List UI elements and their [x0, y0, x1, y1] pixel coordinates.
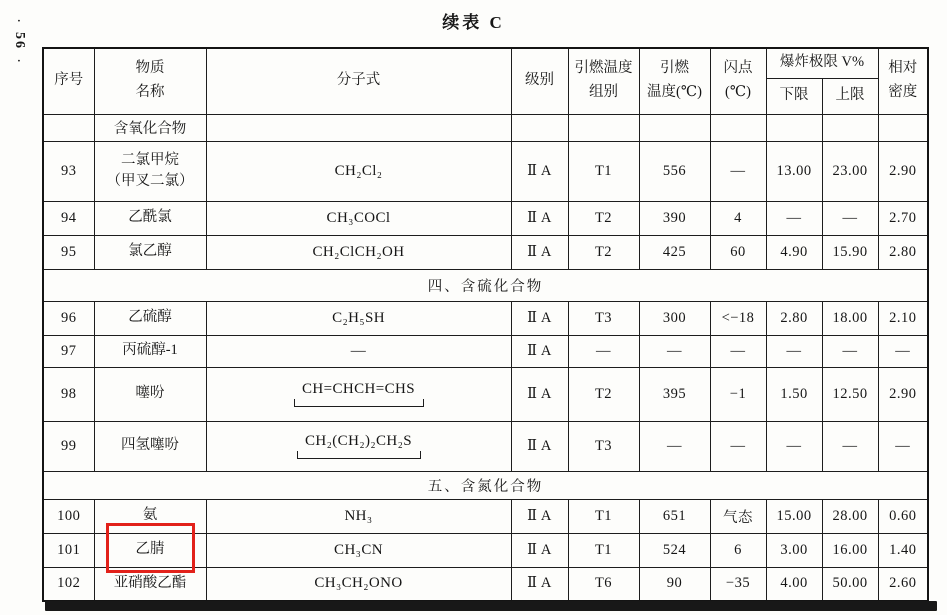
cell-ignition-temp: 651 [639, 499, 710, 533]
cell-class: Ⅱ A [511, 235, 568, 269]
cell-name [94, 301, 206, 335]
table-row [43, 235, 928, 269]
formula [351, 343, 366, 360]
cell-upper-limit: — [822, 421, 878, 471]
header-ignition-temp-group: 引燃温度 组别 [568, 48, 639, 114]
cell-upper-limit: 28.00 [822, 499, 878, 533]
cell-formula [206, 367, 511, 421]
cell-no: 94 [43, 201, 94, 235]
formula-text: CH₂ClCH₂OH [312, 243, 405, 260]
cell-name [94, 567, 206, 601]
ring-bracket [297, 451, 421, 459]
section-row [43, 269, 928, 301]
cell-name [94, 533, 206, 567]
cell-no: 97 [43, 335, 94, 367]
header-class: 级别 [511, 48, 568, 114]
cell-empty [710, 114, 766, 141]
table-row [43, 141, 928, 201]
formula-text: — [350, 342, 367, 359]
cell-lower-limit: 13.00 [766, 141, 822, 201]
cell-name [94, 235, 206, 269]
cell-formula [206, 533, 511, 567]
cell-class: Ⅱ A [511, 335, 568, 367]
cell-lower-limit: 2.80 [766, 301, 822, 335]
cell-upper-limit: 16.00 [822, 533, 878, 567]
cell-no: 95 [43, 235, 94, 269]
cell-flash-point: — [710, 421, 766, 471]
cell-ignition-temp: 90 [639, 567, 710, 601]
table-row [43, 421, 928, 471]
substance-name-line: （甲叉二氯） [106, 173, 194, 189]
formula-text: CH₃CN [334, 541, 383, 558]
formula-text: C₂H₅SH [332, 309, 385, 326]
formula [335, 163, 383, 180]
formula-text: CH₃COCl [326, 209, 391, 226]
cell-empty [766, 114, 822, 141]
cell-empty [511, 114, 568, 141]
header-relative-density: 相对 密度 [878, 48, 928, 114]
cell-name [94, 141, 206, 201]
cell-empty [639, 114, 710, 141]
cell-temp-group: T3 [568, 421, 639, 471]
substance-name-line: 噻吩 [135, 385, 165, 402]
cell-flash-point: 60 [710, 235, 766, 269]
cell-ignition-temp: 425 [639, 235, 710, 269]
cell-lower-limit: — [766, 201, 822, 235]
cell-ignition-temp: 300 [639, 301, 710, 335]
cell-no: 96 [43, 301, 94, 335]
cell-density: 2.60 [878, 567, 928, 601]
cell-lower-limit: 4.90 [766, 235, 822, 269]
cell-flash-point: 4 [710, 201, 766, 235]
page-title: 续表 C [442, 13, 505, 32]
cell-formula [206, 335, 511, 367]
cell-ignition-temp: 556 [639, 141, 710, 201]
formula-text: CH₂Cl₂ [334, 162, 383, 179]
cell-formula [206, 499, 511, 533]
substance-name-line: 亚硝酸乙酯 [113, 575, 187, 592]
formula [344, 508, 372, 525]
header-flash-point: 闪点 (℃) [710, 48, 766, 114]
cell-formula [206, 235, 511, 269]
cell-formula [206, 301, 511, 335]
cell-empty [822, 114, 878, 141]
formula-text: NH₃ [344, 507, 373, 524]
table-row [43, 114, 928, 141]
cell-temp-group: T1 [568, 533, 639, 567]
section-label: 五、含氮化合物 [43, 471, 928, 499]
substance-name-line: 氯乙醇 [128, 243, 172, 260]
header-ignition-temp: 引燃 温度(℃) [639, 48, 710, 114]
cell-density: — [878, 421, 928, 471]
cell-upper-limit: 15.90 [822, 235, 878, 269]
page-number-dot: · [17, 55, 21, 67]
cell-density: 2.10 [878, 301, 928, 335]
cell-no: 101 [43, 533, 94, 567]
header-upper-limit: 上限 [822, 78, 878, 114]
cell-no [43, 114, 94, 141]
table-row [43, 533, 928, 567]
cell-no: 99 [43, 421, 94, 471]
page-number-dot: · [17, 15, 21, 27]
cell-upper-limit: 12.50 [822, 367, 878, 421]
substance-name-line: 丙硫醇-1 [122, 342, 178, 359]
cell-formula [206, 201, 511, 235]
header-index: 序号 [43, 48, 94, 114]
cell-name: 含氧化合物 [94, 114, 206, 141]
cell-temp-group: T2 [568, 235, 639, 269]
cell-no: 93 [43, 141, 94, 201]
cell-density: — [878, 335, 928, 367]
cell-lower-limit: 4.00 [766, 567, 822, 601]
formula [314, 575, 402, 592]
cell-name [94, 367, 206, 421]
cell-flash-point: −1 [710, 367, 766, 421]
cell-class: Ⅱ A [511, 499, 568, 533]
formula-text: CH=CHCH=CHS [301, 381, 415, 397]
cell-upper-limit: — [822, 335, 878, 367]
cell-density: 2.70 [878, 201, 928, 235]
header-explosion-limits: 爆炸极限 V% [766, 48, 878, 78]
cell-empty [878, 114, 928, 141]
cell-upper-limit: 18.00 [822, 301, 878, 335]
cell-ignition-temp: 390 [639, 201, 710, 235]
cell-lower-limit: — [766, 335, 822, 367]
cell-temp-group: T1 [568, 141, 639, 201]
cell-name [94, 335, 206, 367]
substance-name-line: 二氯甲烷 [121, 151, 179, 168]
table-row [43, 301, 928, 335]
cell-density: 2.90 [878, 367, 928, 421]
cell-ignition-temp: 395 [639, 367, 710, 421]
cell-lower-limit: 15.00 [766, 499, 822, 533]
formula-text: CH₃CH₂ONO [314, 575, 403, 592]
cell-flash-point: — [710, 141, 766, 201]
cell-lower-limit: — [766, 421, 822, 471]
substance-name-line: 乙腈 [135, 541, 165, 558]
cell-density: 0.60 [878, 499, 928, 533]
cell-class: Ⅱ A [511, 301, 568, 335]
cell-density: 2.90 [878, 141, 928, 201]
cell-class: Ⅱ A [511, 421, 568, 471]
cell-formula [206, 141, 511, 201]
substances-table [42, 47, 929, 602]
cell-class: Ⅱ A [511, 201, 568, 235]
substance-name-line: 氨 [142, 507, 158, 524]
header-formula: 分子式 [206, 48, 511, 114]
formula [334, 542, 383, 559]
header-lower-limit: 下限 [766, 78, 822, 114]
formula [294, 381, 424, 407]
cell-upper-limit: — [822, 201, 878, 235]
cell-density: 2.80 [878, 235, 928, 269]
substance-name-line: 乙硫醇 [128, 309, 172, 326]
table-row [43, 499, 928, 533]
cell-temp-group: T2 [568, 201, 639, 235]
cell-ignition-temp: — [639, 335, 710, 367]
cell-class: Ⅱ A [511, 141, 568, 201]
section-row [43, 471, 928, 499]
page-number-value: 56 [12, 32, 27, 50]
formula [297, 433, 421, 459]
cell-density: 1.40 [878, 533, 928, 567]
cell-flash-point: 气态 [710, 499, 766, 533]
cell-ignition-temp: 524 [639, 533, 710, 567]
substance-name-line: 四氢噻吩 [121, 437, 179, 454]
formula [332, 310, 385, 327]
formula-text: CH₂(CH₂)₂CH₂S [305, 433, 412, 449]
table-cutoff-bar [45, 601, 937, 611]
cell-name [94, 201, 206, 235]
cell-temp-group: — [568, 335, 639, 367]
cell-flash-point: — [710, 335, 766, 367]
cell-ignition-temp: — [639, 421, 710, 471]
cell-formula [206, 567, 511, 601]
table-row [43, 567, 928, 601]
formula [327, 210, 391, 227]
cell-temp-group: T1 [568, 499, 639, 533]
table-row [43, 367, 928, 421]
cell-class: Ⅱ A [511, 567, 568, 601]
cell-empty [568, 114, 639, 141]
formula [313, 244, 405, 261]
header-substance-name: 物质 名称 [94, 48, 206, 114]
cell-flash-point: −35 [710, 567, 766, 601]
cell-temp-group: T3 [568, 301, 639, 335]
cell-upper-limit: 50.00 [822, 567, 878, 601]
cell-name [94, 499, 206, 533]
table-body [43, 114, 928, 601]
cell-no: 98 [43, 367, 94, 421]
cell-temp-group: T6 [568, 567, 639, 601]
cell-name [94, 421, 206, 471]
cell-no: 100 [43, 499, 94, 533]
ring-bracket [294, 399, 424, 407]
cell-upper-limit: 23.00 [822, 141, 878, 201]
cell-class: Ⅱ A [511, 367, 568, 421]
table-row [43, 201, 928, 235]
table-header [43, 48, 928, 114]
cell-lower-limit: 1.50 [766, 367, 822, 421]
cell-no: 102 [43, 567, 94, 601]
cell-lower-limit: 3.00 [766, 533, 822, 567]
table-row [43, 335, 928, 367]
cell-flash-point: 6 [710, 533, 766, 567]
cell-temp-group: T2 [568, 367, 639, 421]
cell-class: Ⅱ A [511, 533, 568, 567]
substance-name-line: 乙酰氯 [128, 209, 172, 226]
cell-formula [206, 421, 511, 471]
section-label: 四、含硫化合物 [43, 269, 928, 301]
cell-flash-point: <−18 [710, 301, 766, 335]
cell-empty [206, 114, 511, 141]
